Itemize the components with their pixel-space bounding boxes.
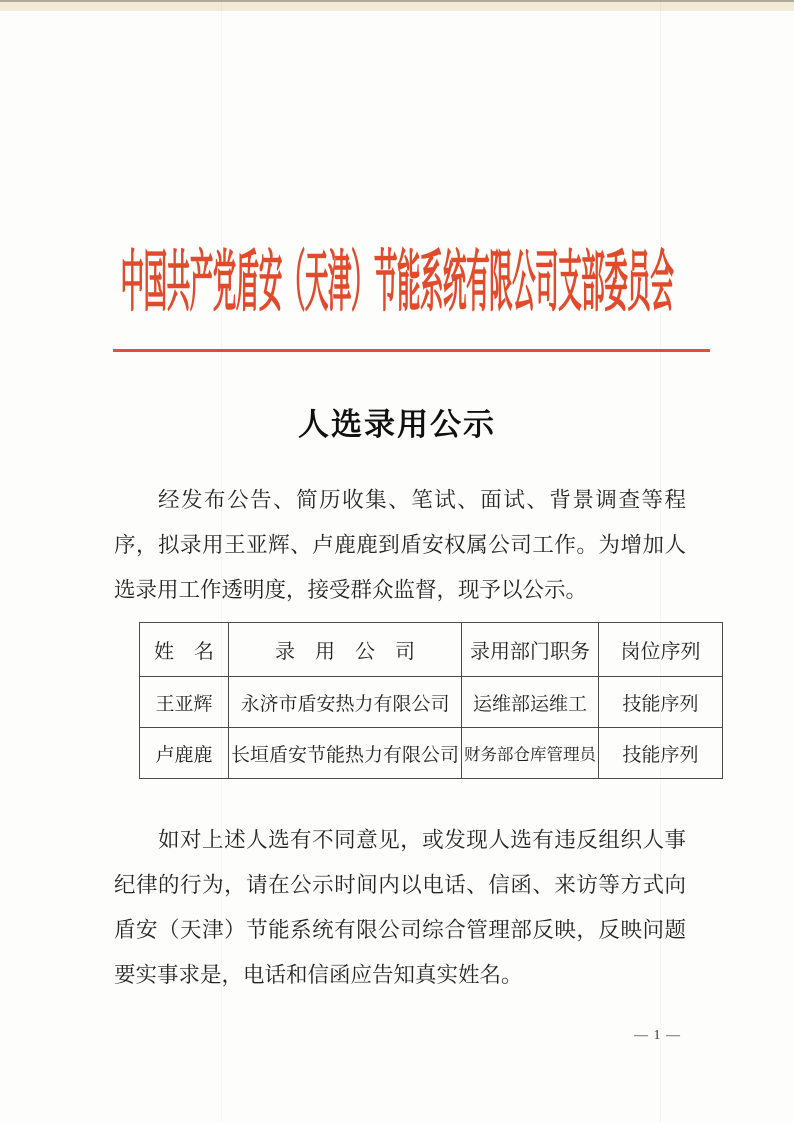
candidate-roster-table — [139, 622, 723, 779]
table-header-department-position: 录用部门职务 — [462, 623, 599, 677]
cell-company: 长垣盾安节能热力有限公司 — [229, 728, 462, 779]
scan-edge-artifact — [0, 0, 794, 11]
page-number: — 1 — — [634, 1028, 681, 1043]
table-header-name: 姓 名 — [140, 623, 229, 677]
cell-job-sequence: 技能序列 — [599, 728, 723, 779]
cell-job-sequence: 技能序列 — [599, 677, 723, 728]
document-title: 人选录用公示 — [298, 407, 496, 442]
letterhead-org-title: 中国共产党盾安（天津）节能系统有限公司支部委员会 — [120, 248, 674, 321]
table-header-row — [140, 623, 723, 677]
cell-name: 卢鹿鹿 — [140, 728, 229, 779]
body-paragraph-intro: 经发布公告、简历收集、笔试、面试、背景调查等程序，拟录用王亚辉、卢鹿鹿到盾安权属公司工作。为增加人选录用工作透明度，接受群众监督，现予以公示。 — [114, 488, 686, 602]
cell-name: 王亚辉 — [140, 677, 229, 728]
body-paragraph-feedback: 如对上述人选有不同意见，或发现人选有违反组织人事纪律的行为，请在公示时间内以电话、信函、来访等方式向盾安（天津）节能系统有限公司综合管理部反映，反映问题要实事求是，电话和信函应告知真实姓名。 — [114, 828, 686, 987]
cell-department-position: 财务部仓库管理员 — [462, 728, 599, 779]
cell-company: 永济市盾安热力有限公司 — [229, 677, 462, 728]
letterhead — [0, 229, 794, 321]
table-header-job-sequence: 岗位序列 — [599, 623, 723, 677]
table-header-company: 录 用 公 司 — [229, 623, 462, 677]
table-row — [140, 677, 723, 728]
table-row — [140, 728, 723, 779]
letterhead-divider-rule — [113, 349, 710, 352]
cell-department-position: 运维部运维工 — [462, 677, 599, 728]
